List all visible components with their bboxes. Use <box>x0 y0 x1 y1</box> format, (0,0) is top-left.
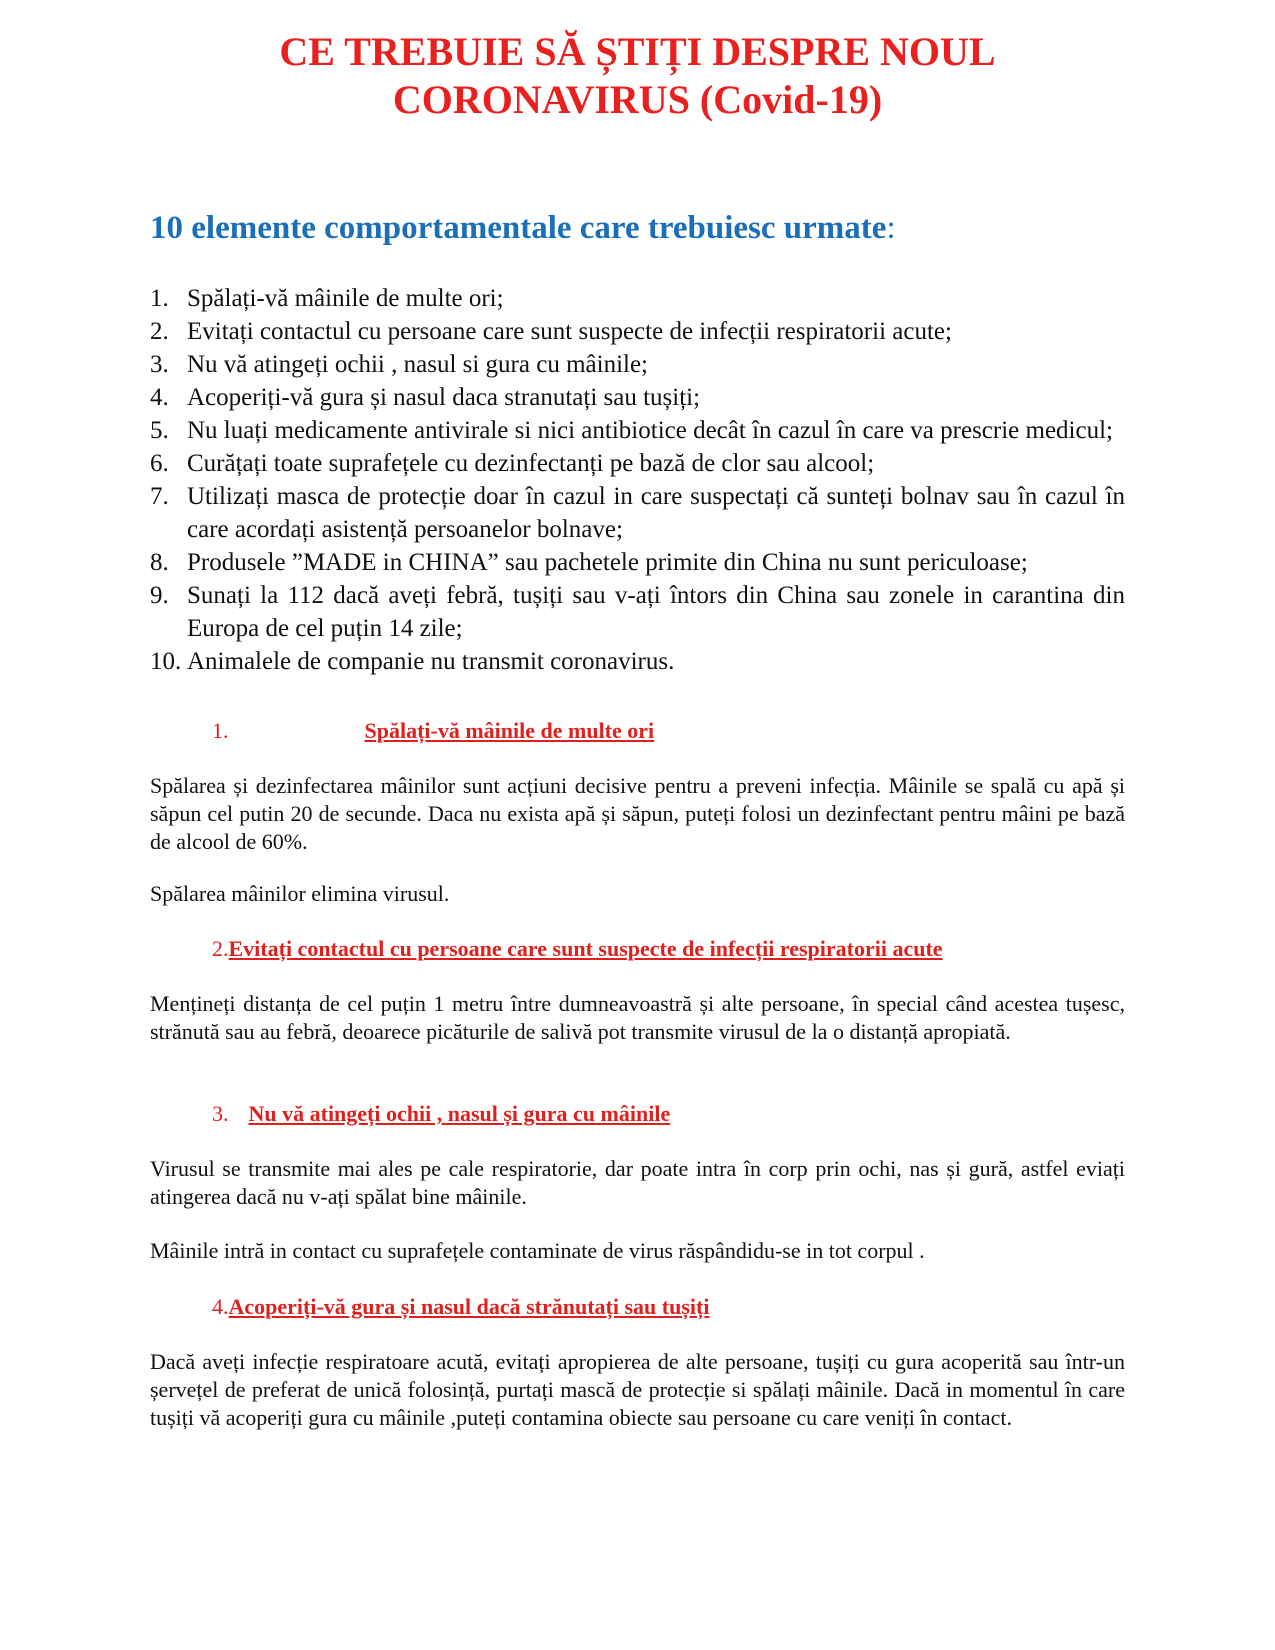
section-3-title: Nu vă atingeți ochii , nasul și gura cu mâinile <box>248 1101 671 1126</box>
list-item <box>150 315 1125 348</box>
list-item <box>150 645 1125 678</box>
list-item-number: 5. <box>150 417 169 444</box>
list-item-text: Spălați-vă mâinile de multe ori; <box>187 285 504 312</box>
section-3-paragraph-1: Virusul se transmite mai ales pe cale respiratorie, dar poate intra în corp prin ochi, nas și gură, astfel eviați atingerea dacă nu v-ați spălat bine mâinile. <box>150 1156 1125 1209</box>
list-item <box>150 381 1125 414</box>
section-4-number: 4. <box>212 1294 229 1319</box>
section-2-title: Evitați contactul cu persoane care sunt suspecte de infecții respiratorii acute <box>228 936 943 961</box>
list-item-text: Nu luați medicamente antivirale si nici antibiotice decât în cazul în care va prescrie medicul; <box>187 417 1113 444</box>
section-1-number: 1. <box>212 718 229 743</box>
list-item <box>150 447 1125 480</box>
title-line-2: CORONAVIRUS (Covid-19) <box>392 77 883 122</box>
document-title <box>0 28 1275 124</box>
list-item <box>150 480 1125 546</box>
section-1-heading <box>212 718 654 744</box>
list-item-number: 6. <box>150 450 169 477</box>
section-4-title: Acoperiți-vă gura și nasul dacă strănutați sau tușiți <box>228 1294 710 1319</box>
list-item-text: Acoperiți-vă gura și nasul daca stranutați sau tușiți; <box>187 384 701 411</box>
list-item-text: Nu vă atingeți ochii , nasul si gura cu mâinile; <box>187 351 648 378</box>
section-3-paragraph-2: Mâinile intră in contact cu suprafețele contaminate de virus răspândidu-se in tot corpul . <box>150 1238 925 1263</box>
section-4-heading <box>212 1294 709 1320</box>
list-item-number: 2. <box>150 318 169 345</box>
list-item <box>150 579 1125 645</box>
list-item-number: 3. <box>150 351 169 378</box>
section-1-paragraph-1: Spălarea și dezinfectarea mâinilor sunt acțiuni decisive pentru a preveni infecția. Mâinile se spală cu apă și săpun cel putin 20 de secunde. Daca nu exista apă și săpun, puteți folosi un dezinfectant pentru mâini pe bază de alcool de 60%. <box>150 773 1125 854</box>
title-line-1: CE TREBUIE SĂ ȘTIȚI DESPRE NOUL <box>279 29 996 74</box>
list-item <box>150 414 1125 447</box>
list-item-number: 8. <box>150 549 169 576</box>
list-item <box>150 282 1125 315</box>
list-heading-colon: : <box>886 210 896 246</box>
section-1-paragraph-2: Spălarea mâinilor elimina virusul. <box>150 881 450 906</box>
list-item <box>150 348 1125 381</box>
list-heading <box>150 210 896 247</box>
list-item-text: Produsele ”MADE in CHINA” sau pachetele primite din China nu sunt periculoase; <box>187 549 1028 576</box>
list-item-number: 1. <box>150 285 169 312</box>
section-4-paragraph-1: Dacă aveți infecție respiratoare acută, evitați apropierea de alte persoane, tușiți cu gura acoperită sau într-un șervețel de preferat de unică folosință, purtați mască de protecție si spălați mâinile. Dacă in momentul în care tușiți vă acoperiți gura cu mâinile ,puteți contamina obiecte sau persoane cu care veniți în contact. <box>150 1349 1125 1430</box>
list-item <box>150 546 1125 579</box>
list-item-number: 10. <box>150 648 182 675</box>
section-2-number: 2. <box>212 936 229 961</box>
behavior-list <box>150 282 1125 678</box>
list-item-number: 7. <box>150 483 169 510</box>
list-item-number: 4. <box>150 384 169 411</box>
list-heading-text: 10 elemente comportamentale care trebuiesc urmate <box>150 210 887 246</box>
section-3-heading <box>212 1101 670 1127</box>
list-item-text: Evitați contactul cu persoane care sunt suspecte de infecții respiratorii acute; <box>187 318 952 345</box>
section-1-title: Spălați-vă mâinile de multe ori <box>364 718 655 743</box>
list-item-number: 9. <box>150 582 169 609</box>
section-3-number: 3. <box>212 1101 229 1126</box>
list-item-text: Curățați toate suprafețele cu dezinfectanți pe bază de clor sau alcool; <box>187 450 875 477</box>
section-2-paragraph-1: Mențineți distanța de cel puțin 1 metru între dumneavoastră și alte persoane, în special când acestea tușesc, strănută sau au febră, deoarece picăturile de salivă pot transmite virusul de la o distanță apropiată. <box>150 991 1125 1044</box>
list-item-text: Sunați la 112 dacă aveți febră, tușiți sau v-ați întors din China sau zonele in carantina din Europa de cel puțin 14 zile; <box>187 582 1125 642</box>
list-item-text: Utilizați masca de protecție doar în cazul in care suspectați că sunteți bolnav sau în cazul în care acordați asistență persoanelor bolnave; <box>187 483 1125 543</box>
list-item-text: Animalele de companie nu transmit coronavirus. <box>187 648 675 675</box>
section-2-heading <box>212 936 943 962</box>
